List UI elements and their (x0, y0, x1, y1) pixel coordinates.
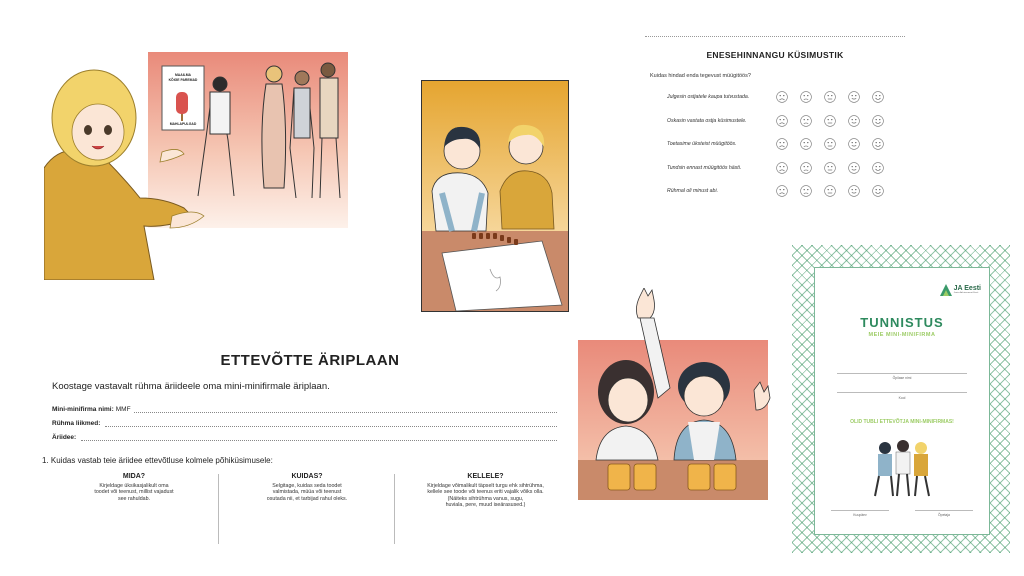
school-line (837, 392, 967, 393)
column-divider (394, 474, 395, 544)
field-group-members (52, 415, 557, 427)
column-what (52, 474, 216, 502)
plan-intro: Koostage vastavalt rühma äriideele oma mini-minifirmale äriplaan. (52, 381, 330, 392)
field-line (134, 404, 557, 413)
very-happy-face-icon[interactable] (872, 91, 884, 103)
column-line: Selgitage, kuidas seda toodet (272, 482, 342, 489)
student-name-label: Õpilase nimi (892, 376, 912, 380)
column-divider (218, 474, 219, 544)
happy-face-icon[interactable] (848, 91, 860, 103)
column-to-whom (398, 474, 573, 509)
column-line: kellele see toode või teenus eriti vajalik võiks olla. (427, 489, 544, 496)
very-sad-face-icon[interactable] (776, 138, 788, 150)
column-line: toodet või teenust, millist vajadust (94, 489, 174, 496)
field-label: Mini-minifirma nimi: (52, 406, 114, 413)
very-happy-face-icon[interactable] (872, 185, 884, 197)
ja-logo-text: JA Eesti (953, 285, 981, 292)
field-line (105, 418, 557, 427)
neutral-face-icon[interactable] (824, 91, 836, 103)
neutral-face-icon[interactable] (824, 115, 836, 127)
column-line: Kirjeldage üksikasjalikult oma (99, 482, 169, 489)
certificate-kids-illustration (867, 438, 939, 498)
ja-logo (940, 284, 981, 296)
field-company-name (52, 401, 557, 413)
very-happy-face-icon[interactable] (872, 138, 884, 150)
column-line: Kirjeldage võimalikult täpselt turgu ehk sihtrühma, (427, 482, 544, 489)
neutral-face-icon[interactable] (824, 162, 836, 174)
survey-item: Tundsin ennast müügitöös hästi. (667, 165, 742, 171)
sad-face-icon[interactable] (800, 138, 812, 150)
survey-item: Rühmal oli minust abi. (667, 188, 719, 194)
poster-line-3: MAHLAPULGAD (169, 122, 197, 126)
column-heading: KELLELE? (467, 473, 504, 480)
ja-logo-icon (940, 284, 952, 296)
happy-face-icon[interactable] (848, 138, 860, 150)
date-label: Kuupäev (853, 513, 867, 517)
sad-face-icon[interactable] (800, 185, 812, 197)
sad-face-icon[interactable] (800, 162, 812, 174)
column-line: see rahuldab. (117, 495, 151, 502)
very-happy-face-icon[interactable] (872, 115, 884, 127)
field-value: MMF (115, 406, 131, 413)
neutral-face-icon[interactable] (824, 138, 836, 150)
certificate-congrats: OLID TUBLI ETTEVÕTJA MINI-MINIFIRMAS! (850, 419, 954, 425)
column-heading: KUIDAS? (291, 473, 323, 480)
column-line: valmistada, müüa või teenust (272, 489, 342, 496)
school-label: Kool (898, 396, 906, 400)
sad-face-icon[interactable] (800, 91, 812, 103)
field-label: Rühma liikmed: (52, 420, 101, 427)
survey-item: Oskasin vastata ostja küsimustele. (667, 118, 747, 124)
poster-line-2: KÕIGE PAREMAD (168, 77, 198, 82)
very-sad-face-icon[interactable] (776, 115, 788, 127)
column-line: (Näiteks sihtrühma vanus, sugu, (447, 495, 524, 502)
ja-logo-subtext: Junior Achievement Eesti (953, 292, 979, 294)
date-line (831, 510, 889, 511)
plan-title: ETTEVÕTTE ÄRIPLAAN (220, 352, 400, 369)
very-happy-face-icon[interactable] (872, 162, 884, 174)
teacher-line (915, 510, 973, 511)
illustration-girl-presenting (44, 48, 354, 280)
field-label: Äriidee: (52, 434, 77, 441)
column-how (222, 474, 392, 502)
happy-face-icon[interactable] (848, 185, 860, 197)
survey-item: Toetasime üksteist müügitöös. (667, 141, 737, 147)
certificate (792, 245, 1010, 553)
survey-title: ENESEHINNANGU KÜSIMUSTIK (706, 50, 844, 60)
very-sad-face-icon[interactable] (776, 185, 788, 197)
illustration-cheering-kids (578, 288, 778, 504)
sad-face-icon[interactable] (800, 115, 812, 127)
question-1: 1. Kuidas vastab teie äriidee ettevõtluse kolmele põhiküsimusele: (42, 456, 273, 465)
certificate-subtitle: MEIE MINI-MINIFIRMA (868, 332, 936, 338)
certificate-title: TUNNISTUS (860, 315, 944, 330)
field-business-idea (52, 429, 557, 441)
happy-face-icon[interactable] (848, 115, 860, 127)
field-line (81, 432, 557, 441)
survey-question: Kuidas hindad enda tegevust müügitöös? (650, 73, 751, 79)
column-line: huviala, pere, muud iseärasused.) (445, 502, 526, 509)
student-name-line (837, 373, 967, 374)
poster-line-1: MAAILMA (174, 73, 191, 77)
teacher-label: Õpetaja (938, 513, 950, 517)
survey-item: Julgesin ostjatele kaupa tutvustada. (667, 94, 750, 100)
very-sad-face-icon[interactable] (776, 162, 788, 174)
survey-top-rule (645, 36, 905, 37)
certificate-inner (814, 267, 990, 535)
happy-face-icon[interactable] (848, 162, 860, 174)
column-line: osutada nii, et tarbijad rahul oleks. (266, 495, 348, 502)
very-sad-face-icon[interactable] (776, 91, 788, 103)
column-heading: MIDA? (122, 473, 146, 480)
illustration-kids-drawing (421, 80, 569, 312)
neutral-face-icon[interactable] (824, 185, 836, 197)
